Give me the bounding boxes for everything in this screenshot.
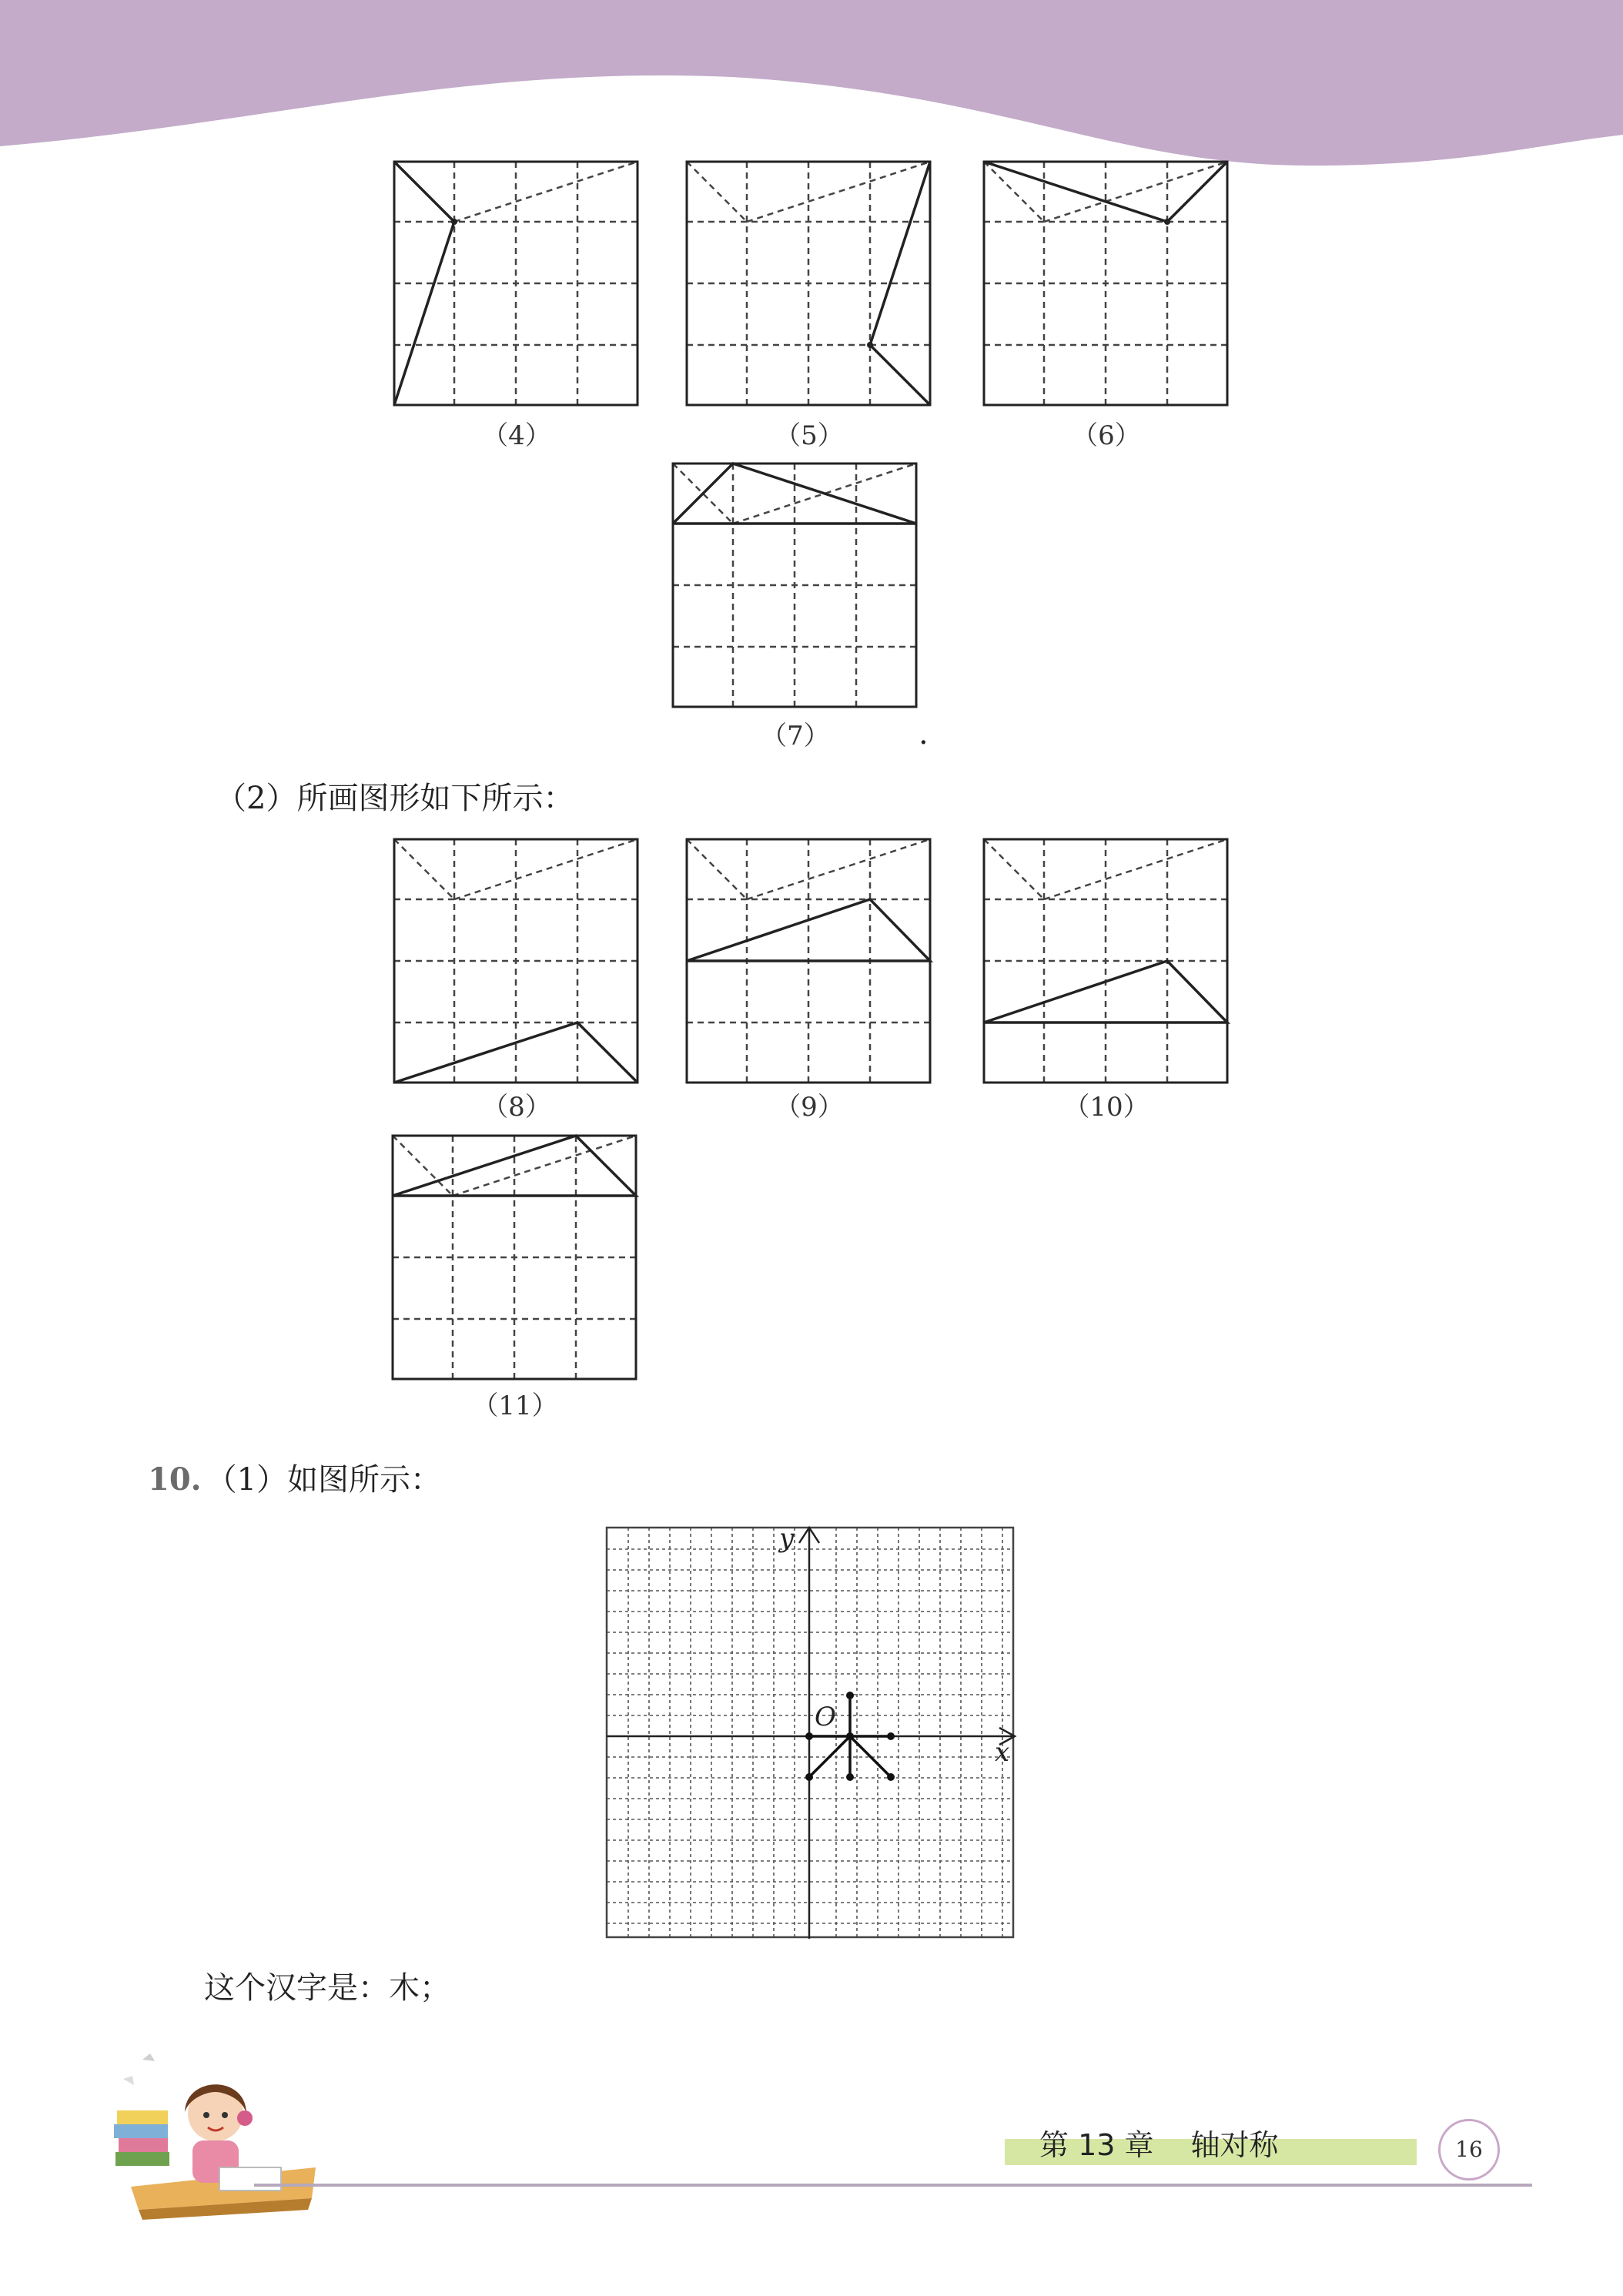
fold-figure-5 — [685, 160, 933, 408]
question10-line — [148, 1455, 441, 1499]
coordinate-grid — [605, 1526, 1018, 1940]
caption-8: （8） — [482, 1092, 551, 1123]
header-wave — [0, 0, 1623, 169]
caption-4: （4） — [482, 420, 551, 451]
axis-y-label: y — [779, 1523, 795, 1554]
chapter-title: 轴对称 — [1190, 2128, 1279, 2162]
chapter-label — [1039, 2121, 1279, 2164]
page-number: 16 — [1438, 2119, 1500, 2181]
origin-label: O — [815, 1702, 836, 1732]
footer-divider — [254, 2184, 1532, 2187]
caption-5: （5） — [775, 420, 844, 451]
fold-figure-9 — [685, 838, 933, 1086]
axis-x-label: x — [995, 1737, 1010, 1768]
question-number: 10. — [148, 1461, 202, 1498]
answer-text: 这个汉字是：木； — [204, 1970, 450, 2006]
fold-figure-6 — [982, 160, 1230, 408]
fold-figure-11 — [391, 1134, 639, 1382]
caption-6: （6） — [1072, 420, 1141, 451]
question10-text: （1）如图所示： — [206, 1462, 442, 1498]
part2-text: （2）所画图形如下所示： — [216, 781, 574, 816]
caption-9: （9） — [775, 1092, 844, 1123]
caption-7: （7） — [761, 721, 830, 751]
fold-figure-7 — [671, 462, 919, 710]
chapter-number: 第 13 章 — [1039, 2128, 1154, 2162]
caption-11: （11） — [472, 1391, 558, 1421]
trailing-dot: . — [919, 716, 929, 751]
fold-figure-10 — [982, 838, 1230, 1086]
fold-figure-8 — [393, 838, 641, 1086]
fold-figure-4 — [393, 160, 641, 408]
student-reading-illustration — [100, 2044, 323, 2221]
caption-10: （10） — [1063, 1092, 1149, 1123]
